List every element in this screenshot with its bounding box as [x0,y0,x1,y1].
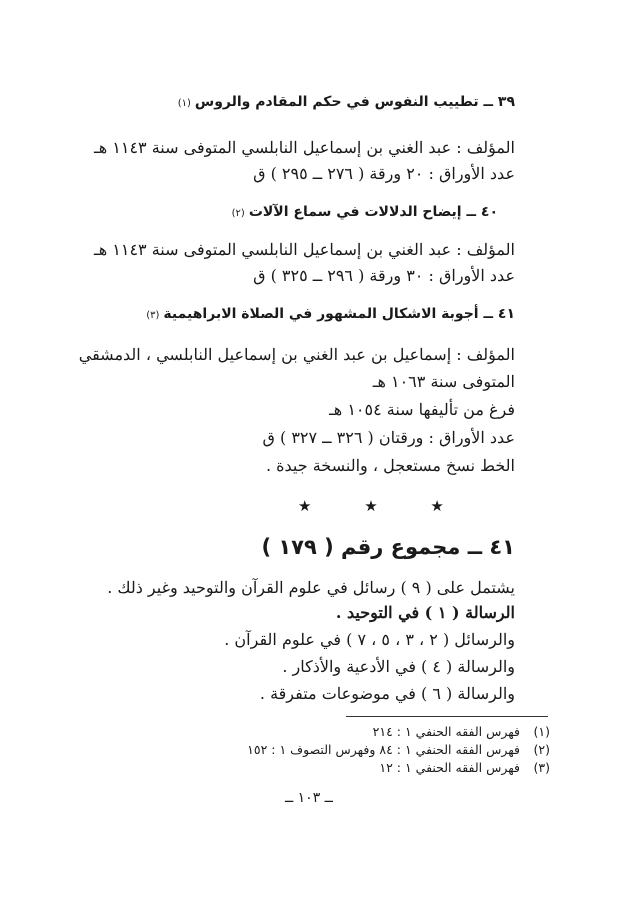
entry-40-pages: عدد الأوراق : ٣٠ ورقة ( ٢٩٦ ــ ٣٢٥ ) ق [253,266,515,285]
footnote-2-text: فهرس الفقه الحنفي ١ : ٨٤ وفهرس التصوف ١ : ١٥٢ [247,742,520,757]
entry-39-pages: عدد الأوراق : ٢٠ ورقة ( ٢٧٦ ــ ٢٩٥ ) ق [253,164,515,183]
entry-40-title: ٤٠ ــ إيضاح الدلالات في سماع الآلات [248,204,498,220]
footnote-1-number: (١) [533,724,550,739]
collection-treatise-6: والرسالة ( ٦ ) في موضوعات متفرقة . [259,684,515,703]
footnote-2-number: (٢) [533,742,550,757]
footnote-3-text: فهرس الفقه الحنفي ١ : ١٢ [379,760,520,775]
entry-41-death-year: المتوفى سنة ١٠٦٣ هـ [372,372,515,391]
entry-41-heading [146,306,515,324]
footnote-3-number: (٣) [533,760,550,775]
entry-41-pages: عدد الأوراق : ورقتان ( ٣٢٦ ــ ٣٢٧ ) ق [262,428,515,447]
footnote-ref-1: (١) [177,98,191,109]
footnote-2 [247,742,550,758]
entry-39-title: ٣٩ ــ تطييب النفوس في حكم المقادم والروس [194,94,515,110]
entry-41-completion: فرغ من تأليفها سنة ١٠٥٤ هـ [329,400,515,419]
collection-title: ٤١ ــ مجموع رقم ( ١٧٩ ) [261,535,515,559]
footnote-3 [379,760,550,776]
footnote-1 [373,724,550,740]
entry-40-heading [232,204,498,222]
footnote-ref-3: (٣) [146,310,160,321]
entry-41-author: المؤلف : إسماعيل بن عبد الغني بن إسماعيل النابلسي ، الدمشقي [78,345,515,364]
page-number: ــ ١٠٣ ــ [285,790,333,806]
footnote-divider [346,716,548,717]
entry-39-heading [178,94,515,112]
collection-treatise-1: الرسالة ( ١ ) في التوحيد . [335,603,515,622]
entry-41-title: ٤١ ــ أجوبة الاشكال المشهور في الصلاة الابراهيمية [163,306,515,322]
footnote-ref-2: (٢) [231,208,245,219]
entry-39-author: المؤلف : عبد الغني بن إسماعيل النابلسي المتوفى سنة ١١٤٣ هـ [94,138,515,157]
footnote-1-text: فهرس الفقه الحنفي ١ : ٢١٤ [372,724,520,739]
collection-treatises-quran: والرسائل ( ٢ ، ٣ ، ٥ ، ٧ ) في علوم القرآن . [224,630,515,649]
entry-40-author: المؤلف : عبد الغني بن إسماعيل النابلسي المتوفى سنة ١١٤٣ هـ [94,240,515,259]
collection-summary: يشتمل على ( ٩ ) رسائل في علوم القرآن والتوحيد وغير ذلك . [107,578,515,597]
entry-41-script: الخط نسخ مستعجل ، والنسخة جيدة . [265,456,515,475]
star-divider: ★ ★ ★ [298,497,468,515]
collection-treatise-4: والرسالة ( ٤ ) في الأدعية والأذكار . [282,657,515,676]
